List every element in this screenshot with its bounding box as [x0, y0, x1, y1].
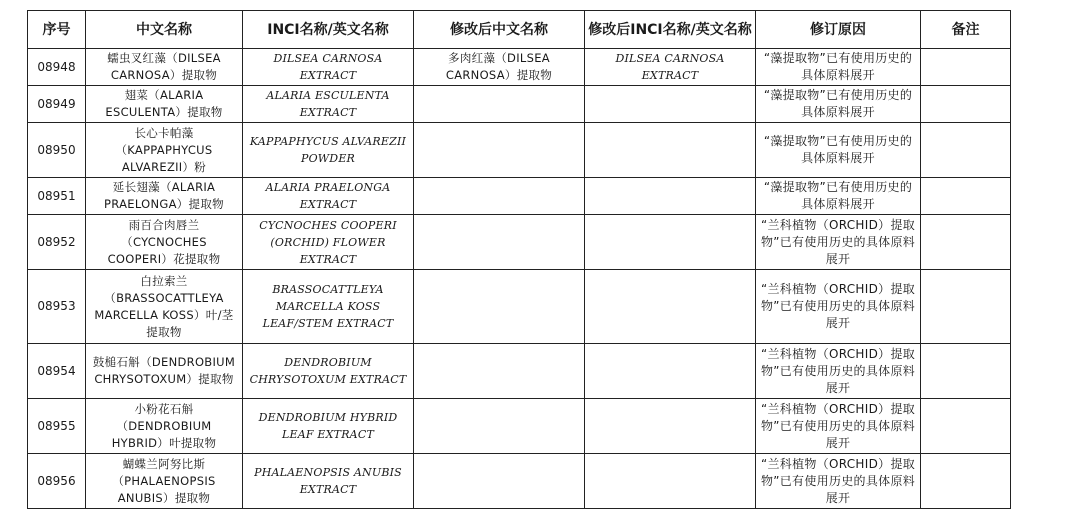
table-row: [28, 270, 1011, 344]
row-inci-name: BRASSOCATTLEYA MARCELLA KOSS LEAF/STEM EXTRACT: [243, 270, 414, 344]
row-new-inci-name: [585, 344, 756, 399]
row-inci-name: DENDROBIUM HYBRID LEAF EXTRACT: [243, 399, 414, 454]
row-new-inci-name: [585, 454, 756, 509]
row-cn-name: 小粉花石斛（DENDROBIUM HYBRID）叶提取物: [86, 399, 243, 454]
row-new-cn-name: 多肉红藻（DILSEA CARNOSA）提取物: [414, 49, 585, 86]
row-inci-name: PHALAENOPSIS ANUBIS EXTRACT: [243, 454, 414, 509]
row-reason: “藻提取物”已有使用历史的具体原料展开: [756, 49, 921, 86]
row-cn-name: 蝴蝶兰阿努比斯（PHALAENOPSIS ANUBIS）提取物: [86, 454, 243, 509]
row-new-inci-name: [585, 123, 756, 178]
header-inci-name: INCI名称/英文名称: [243, 11, 414, 49]
table-row: [28, 454, 1011, 509]
row-inci-name: ALARIA PRAELONGA EXTRACT: [243, 178, 414, 215]
row-serial: 08948: [28, 49, 86, 86]
row-note: [921, 270, 1011, 344]
header-new-inci-name: 修改后INCI名称/英文名称: [585, 11, 756, 49]
row-new-cn-name: [414, 123, 585, 178]
header-new-cn-name: 修改后中文名称: [414, 11, 585, 49]
row-new-inci-name: [585, 86, 756, 123]
row-serial: 08950: [28, 123, 86, 178]
row-serial: 08954: [28, 344, 86, 399]
row-inci-name: KAPPAPHYCUS ALVAREZII POWDER: [243, 123, 414, 178]
row-new-cn-name: [414, 270, 585, 344]
table-row: [28, 49, 1011, 86]
row-serial: 08955: [28, 399, 86, 454]
header-reason: 修订原因: [756, 11, 921, 49]
row-note: [921, 454, 1011, 509]
row-serial: 08951: [28, 178, 86, 215]
row-new-inci-name: DILSEA CARNOSA EXTRACT: [585, 49, 756, 86]
row-cn-name: 翅菜（ALARIA ESCULENTA）提取物: [86, 86, 243, 123]
row-reason: “藻提取物”已有使用历史的具体原料展开: [756, 178, 921, 215]
row-new-cn-name: [414, 399, 585, 454]
row-note: [921, 215, 1011, 270]
header-cn-name: 中文名称: [86, 11, 243, 49]
row-new-inci-name: [585, 178, 756, 215]
row-reason: “兰科植物（ORCHID）提取物”已有使用历史的具体原料展开: [756, 270, 921, 344]
row-inci-name: ALARIA ESCULENTA EXTRACT: [243, 86, 414, 123]
row-reason: “藻提取物”已有使用历史的具体原料展开: [756, 86, 921, 123]
row-inci-name: CYCNOCHES COOPERI (ORCHID) FLOWER EXTRACT: [243, 215, 414, 270]
table-row: [28, 399, 1011, 454]
row-cn-name: 鼓槌石斛（DENDROBIUM CHRYSOTOXUM）提取物: [86, 344, 243, 399]
row-new-inci-name: [585, 270, 756, 344]
row-new-inci-name: [585, 215, 756, 270]
table-row: [28, 215, 1011, 270]
row-serial: 08949: [28, 86, 86, 123]
row-cn-name: 雨百合肉唇兰（CYCNOCHES COOPERI）花提取物: [86, 215, 243, 270]
row-new-inci-name: [585, 399, 756, 454]
table-row: [28, 123, 1011, 178]
table-row: [28, 178, 1011, 215]
row-reason: “兰科植物（ORCHID）提取物”已有使用历史的具体原料展开: [756, 454, 921, 509]
header-serial: 序号: [28, 11, 86, 49]
row-reason: “藻提取物”已有使用历史的具体原料展开: [756, 123, 921, 178]
row-note: [921, 123, 1011, 178]
row-reason: “兰科植物（ORCHID）提取物”已有使用历史的具体原料展开: [756, 344, 921, 399]
row-new-cn-name: [414, 178, 585, 215]
row-new-cn-name: [414, 454, 585, 509]
row-reason: “兰科植物（ORCHID）提取物”已有使用历史的具体原料展开: [756, 399, 921, 454]
row-inci-name: DILSEA CARNOSA EXTRACT: [243, 49, 414, 86]
row-reason: “兰科植物（ORCHID）提取物”已有使用历史的具体原料展开: [756, 215, 921, 270]
row-serial: 08956: [28, 454, 86, 509]
table-row: [28, 86, 1011, 123]
header-note: 备注: [921, 11, 1011, 49]
row-new-cn-name: [414, 86, 585, 123]
row-serial: 08953: [28, 270, 86, 344]
row-inci-name: DENDROBIUM CHRYSOTOXUM EXTRACT: [243, 344, 414, 399]
row-new-cn-name: [414, 215, 585, 270]
row-cn-name: 长心卡帕藻（KAPPAPHYCUS ALVAREZII）粉: [86, 123, 243, 178]
row-note: [921, 178, 1011, 215]
row-note: [921, 344, 1011, 399]
table-header-row: [28, 11, 1011, 49]
row-cn-name: 延长翅藻（ALARIA PRAELONGA）提取物: [86, 178, 243, 215]
row-cn-name: 白拉索兰（BRASSOCATTLEYA MARCELLA KOSS）叶/茎提取物: [86, 270, 243, 344]
ingredient-revision-table: [27, 10, 1011, 509]
row-note: [921, 86, 1011, 123]
row-note: [921, 49, 1011, 86]
row-new-cn-name: [414, 344, 585, 399]
row-note: [921, 399, 1011, 454]
row-serial: 08952: [28, 215, 86, 270]
row-cn-name: 蠕虫叉红藻（DILSEA CARNOSA）提取物: [86, 49, 243, 86]
table-row: [28, 344, 1011, 399]
